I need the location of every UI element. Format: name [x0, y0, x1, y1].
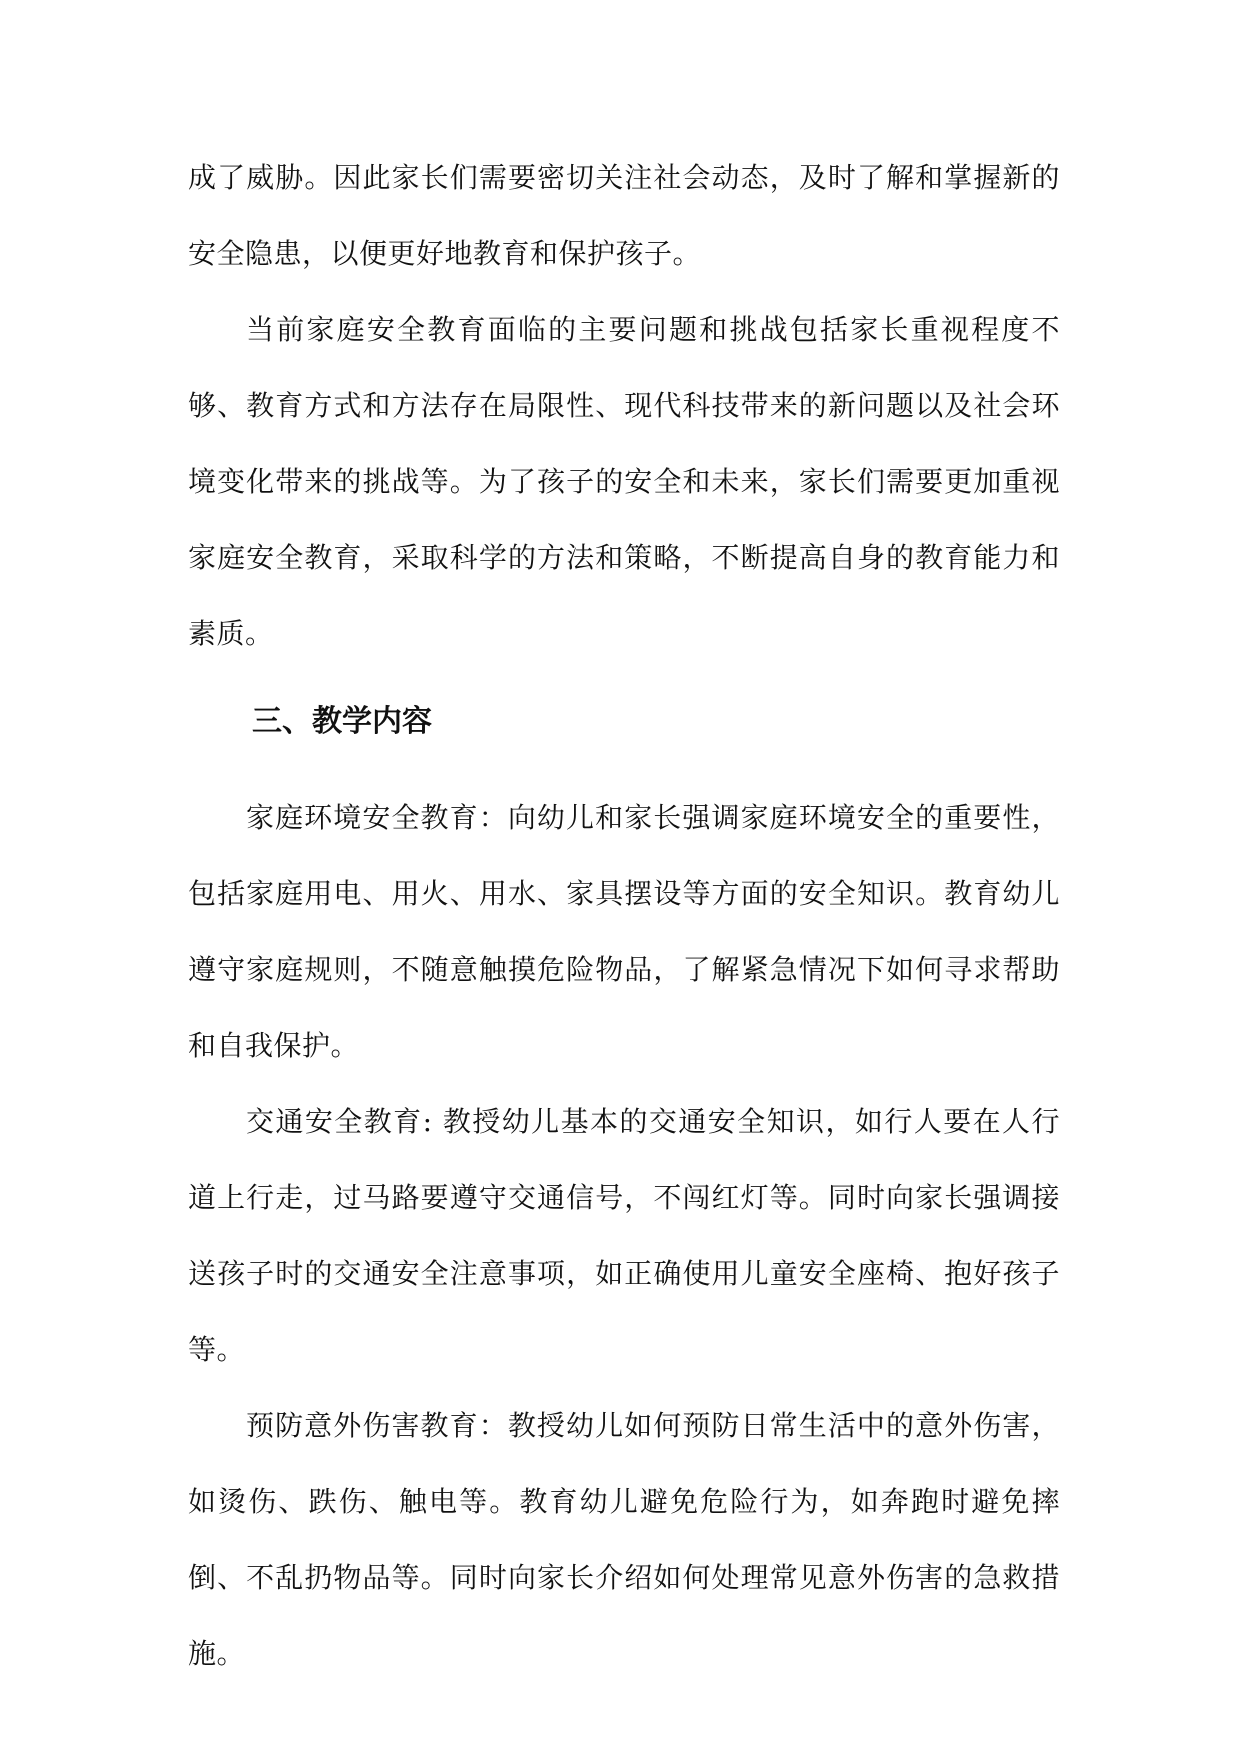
section-heading: 三、教学内容 — [252, 704, 432, 739]
paragraph-injury-prevention: 预防意外伤害教育：教授幼儿如何预防日常生活中的意外伤害，如烫伤、跌伤、触电等。教育幼儿避免危险行为，如奔跑时避免摔倒、不乱扔物品等。同时向家长介绍如何处理常见意外伤害的急救措施。 — [188, 1409, 1060, 1670]
paragraph-home-safety: 家庭环境安全教育：向幼儿和家长强调家庭环境安全的重要性，包括家庭用电、用火、用水、家具摆设等方面的安全知识。教育幼儿遵守家庭规则，不随意触摸危险物品，了解紧急情况下如何寻求帮助和自我保护。 — [188, 801, 1060, 1062]
paragraph-traffic-safety: 交通安全教育: 教授幼儿基本的交通安全知识，如行人要在人行道上行走，过马路要遵守交通信号，不闯红灯等。同时向家长强调接送孩子时的交通安全注意事项，如正确使用儿童安全座椅、抱好孩子等。 — [188, 1105, 1060, 1366]
paragraph-challenges: 当前家庭安全教育面临的主要问题和挑战包括家长重视程度不够、教育方式和方法存在局限性、现代科技带来的新问题以及社会环境变化带来的挑战等。为了孩子的安全和未来，家长们需要更加重视家庭安全教育，采取科学的方法和策略，不断提高自身的教育能力和素质。 — [188, 313, 1060, 650]
paragraph-continuation: 成了威胁。因此家长们需要密切关注社会动态，及时了解和掌握新的安全隐患，以便更好地教育和保护孩子。 — [188, 161, 1060, 270]
